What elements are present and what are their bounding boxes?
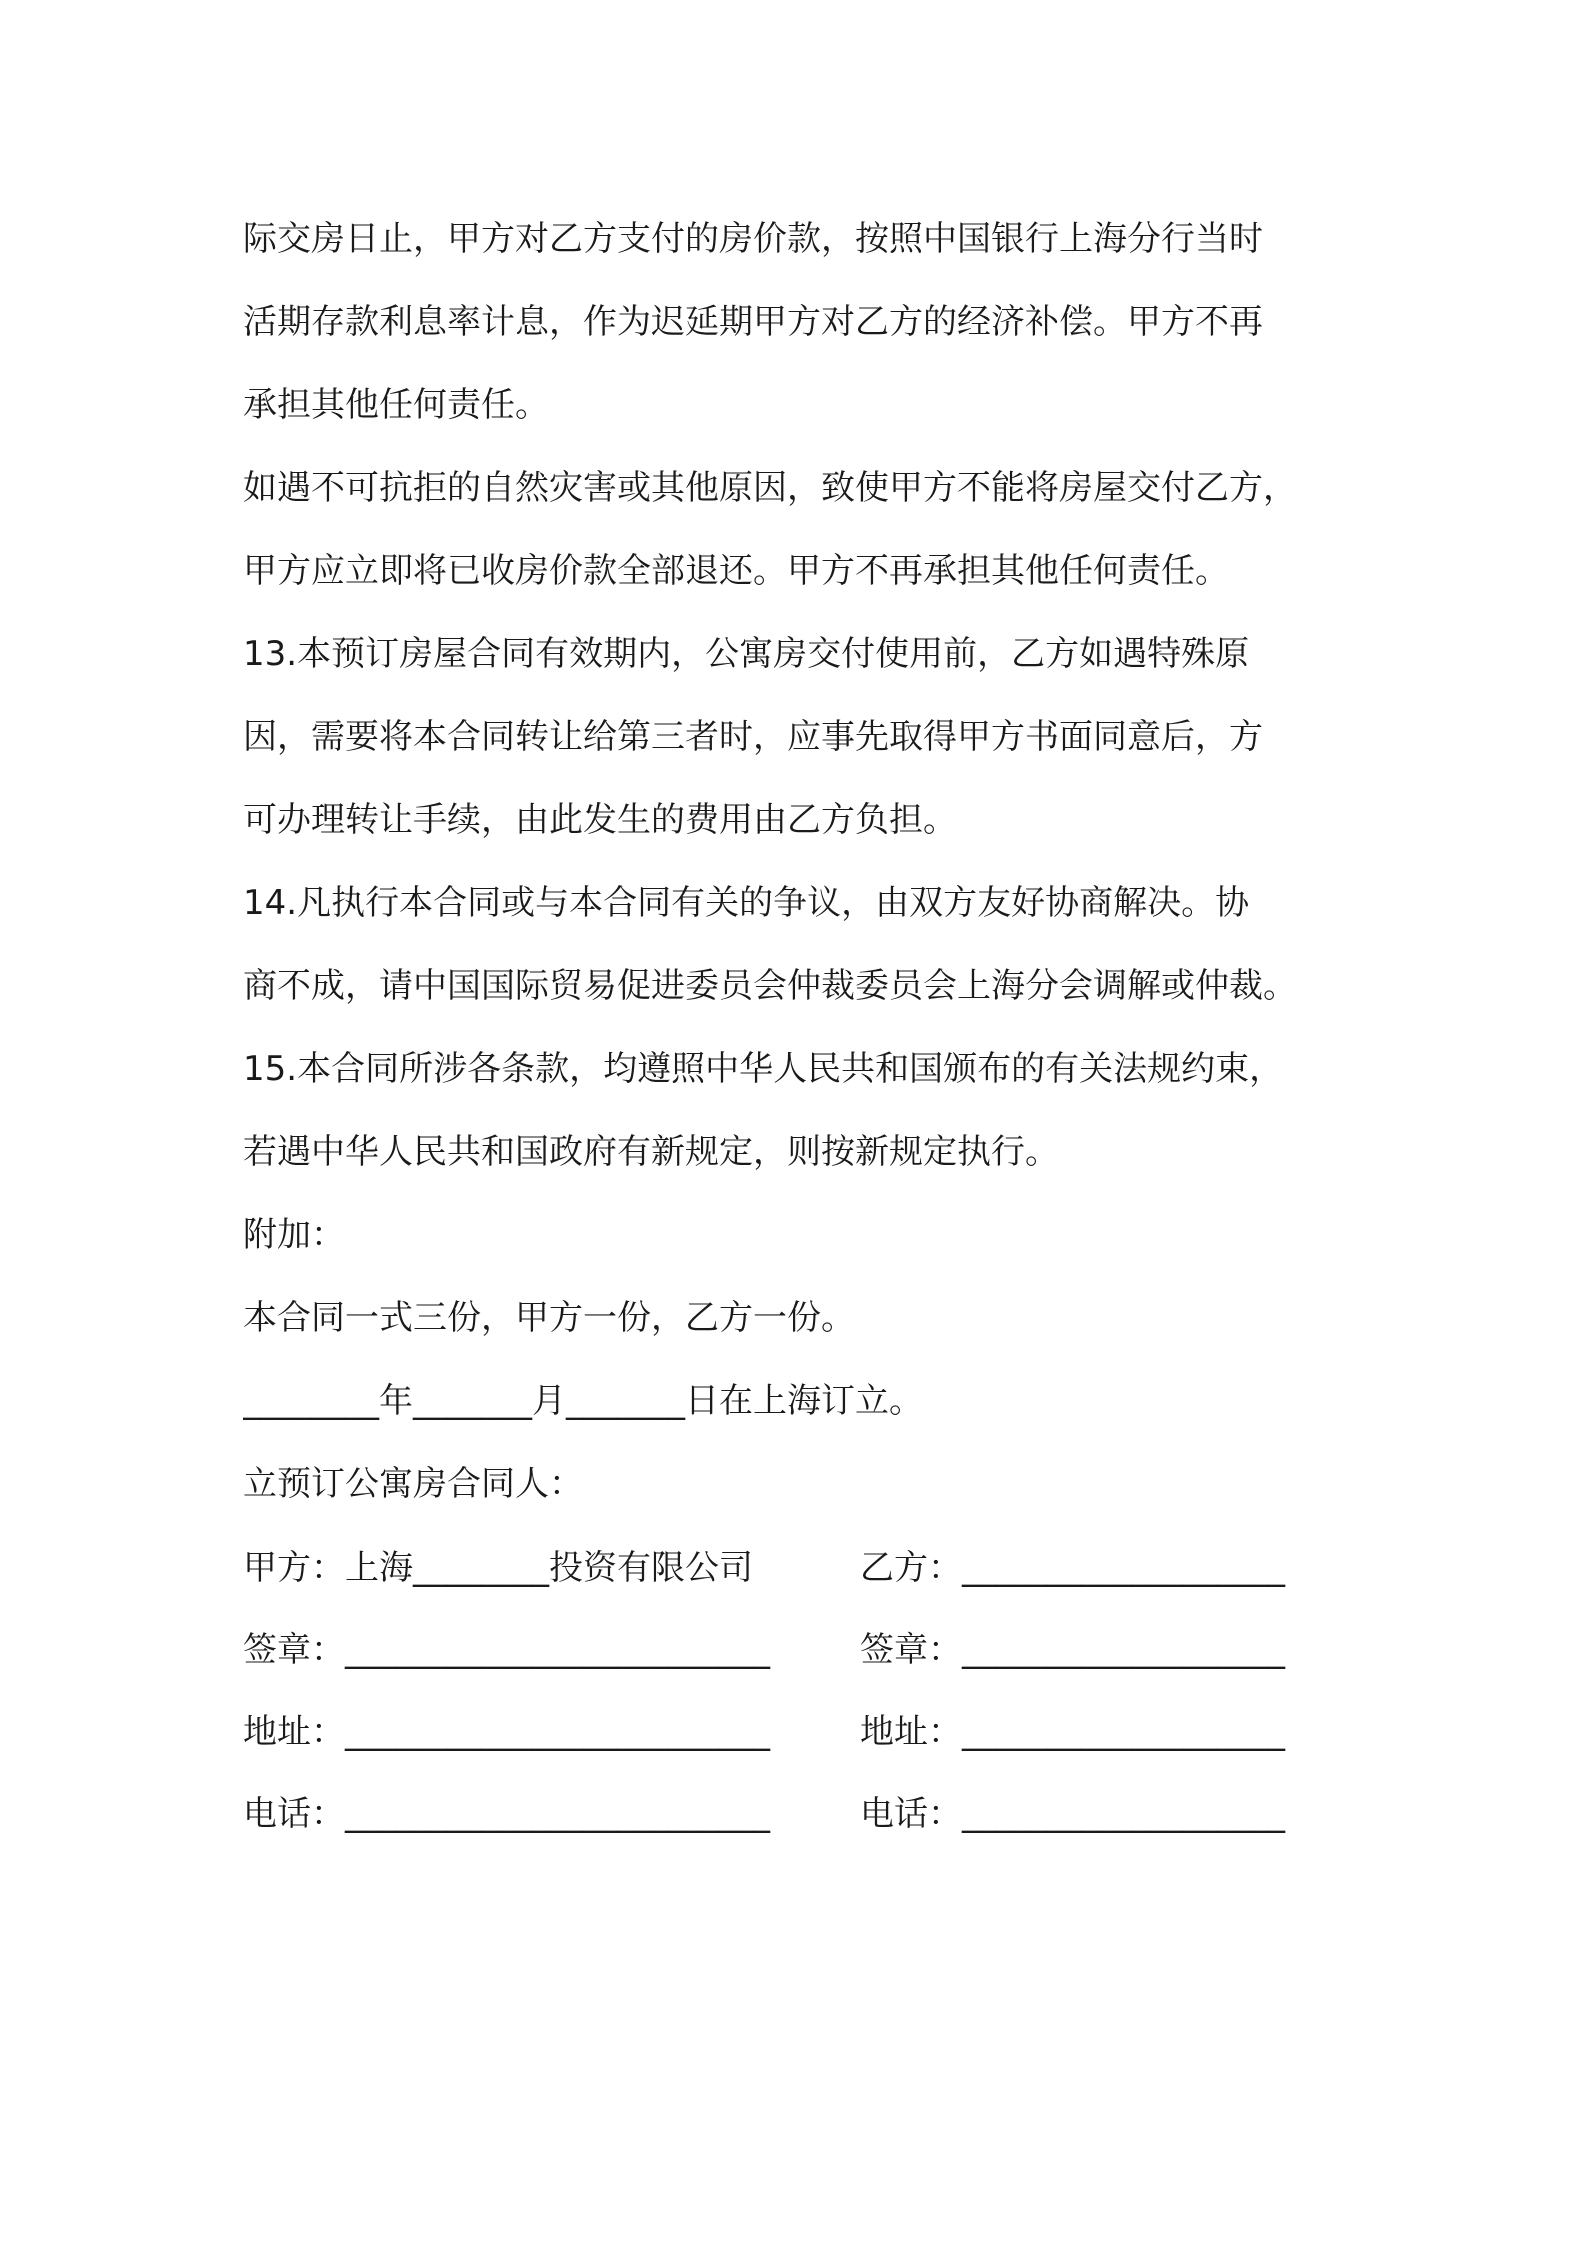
- clause-13-line: 可办理转让手续，由此发生的费用由乙方负担。: [243, 800, 957, 840]
- clause-13-line: 13.本预订房屋合同有效期内，公寓房交付使用前，乙方如遇特殊原: [243, 634, 1250, 674]
- seal-b-field: 签章：___________________: [860, 1630, 1285, 1670]
- address-row: [243, 1702, 1373, 1762]
- clause-15-line: 若遇中华人民共和国政府有新规定，则按新规定执行。: [243, 1132, 1059, 1172]
- clause-15-line: 15.本合同所涉各条款，均遵照中华人民共和国颁布的有关法规约束，: [243, 1049, 1284, 1089]
- body-line: 甲方应立即将已收房价款全部退还。甲方不再承担其他任何责任。: [243, 551, 1229, 591]
- clause-14-line: 14.凡执行本合同或与本合同有关的争议，由双方友好协商解决。协: [243, 883, 1250, 923]
- body-line: 如遇不可抗拒的自然灾害或其他原因，致使甲方不能将房屋交付乙方，: [243, 468, 1297, 508]
- body-line: 际交房日止，甲方对乙方支付的房价款，按照中国银行上海分行当时: [243, 219, 1263, 259]
- address-a-field: 地址：_________________________: [243, 1712, 770, 1752]
- phone-row: [243, 1784, 1373, 1844]
- seal-a-field: 签章：_________________________: [243, 1630, 770, 1670]
- date-line: ________年_______月_______日在上海订立。: [243, 1381, 923, 1421]
- phone-b-field: 电话：___________________: [860, 1794, 1285, 1834]
- clause-13-line: 因，需要将本合同转让给第三者时，应事先取得甲方书面同意后，方: [243, 717, 1263, 757]
- seal-row: [243, 1620, 1373, 1680]
- copies-line: 本合同一式三份，甲方一份，乙方一份。: [243, 1298, 855, 1338]
- party-row: [243, 1538, 1373, 1598]
- body-line: 活期存款利息率计息，作为迟延期甲方对乙方的经济补偿。甲方不再: [243, 302, 1263, 342]
- phone-a-field: 电话：_________________________: [243, 1794, 770, 1834]
- appendix-heading: 附加：: [243, 1215, 345, 1255]
- clause-14-line: 商不成，请中国国际贸易促进委员会仲裁委员会上海分会调解或仲裁。: [243, 966, 1297, 1006]
- contract-body: [243, 198, 1373, 1526]
- address-b-field: 地址：___________________: [860, 1712, 1285, 1752]
- party-b-field: 乙方：___________________: [860, 1548, 1285, 1588]
- party-a-field: 甲方：上海________投资有限公司: [243, 1548, 753, 1588]
- signatories-heading: 立预订公寓房合同人：: [243, 1464, 583, 1504]
- body-line: 承担其他任何责任。: [243, 385, 549, 425]
